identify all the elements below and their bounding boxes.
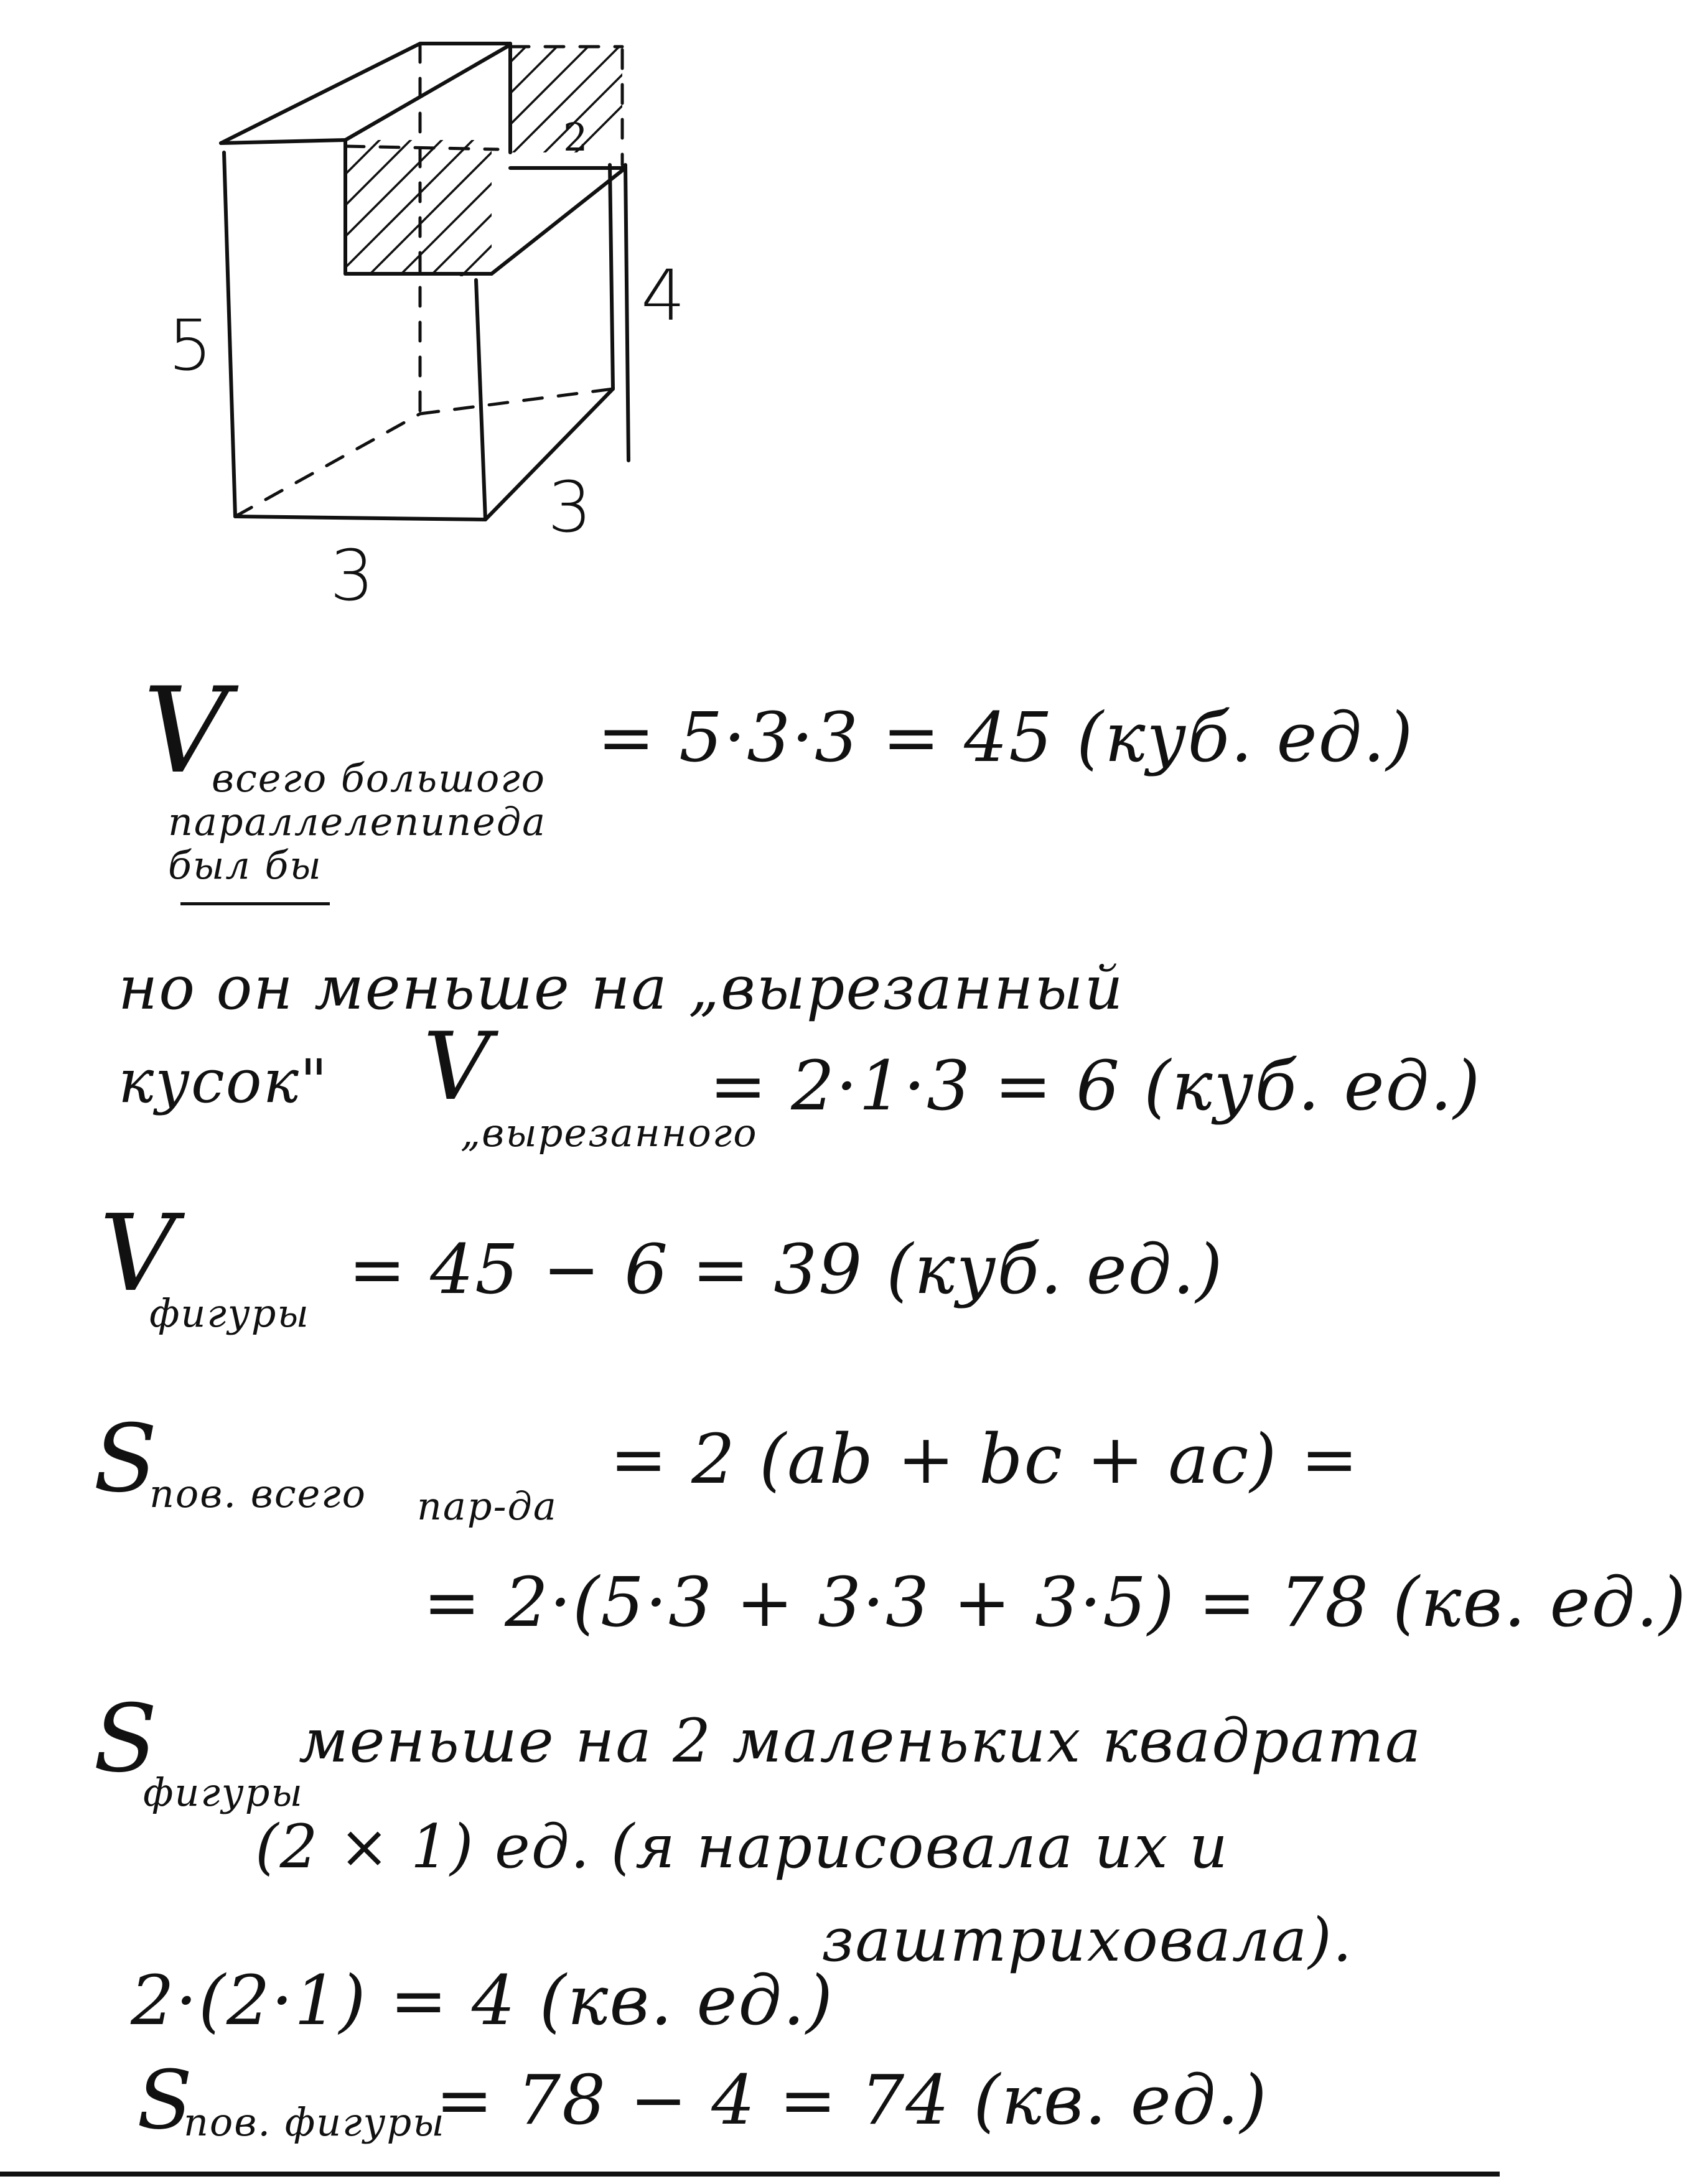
s-figure-text-line-1: меньше на 2 маленьких квадрата (299, 1706, 1423, 1776)
cut-text-line-1: но он меньше на „вырезанный (118, 953, 1124, 1023)
label-height-right: 4 (641, 256, 687, 337)
v-figure-expression: = 45 − 6 = 39 (куб. ед.) (348, 1230, 1224, 1309)
label-width-front: 3 (330, 536, 376, 617)
s-total-subscript-1: пов. всего (149, 1471, 367, 1516)
v-total-symbol: V (143, 662, 230, 800)
label-cut-depth: 2 (563, 114, 589, 160)
s-total-subscript-2: пар-да (417, 1483, 558, 1529)
v-total-subscript-3: был бы (168, 842, 322, 888)
s-figure-text-line-3: заштриховала). (821, 1905, 1353, 1975)
s-figure-symbol: S (93, 1685, 159, 1793)
s-final-symbol: S (137, 2053, 194, 2147)
label-height-left: 5 (168, 306, 214, 386)
s-final-expression: = 78 − 4 = 74 (кв. ед.) (436, 2060, 1268, 2140)
s-final-subscript: пов. фигуры (184, 2099, 446, 2145)
s-figure-subscript: фигуры (143, 1770, 304, 1815)
cut-parallelepiped-drawing (0, 0, 1500, 622)
cut-text-line-2: кусок" (118, 1047, 329, 1116)
v-total-subscript-2: параллелепипеда (168, 799, 547, 844)
s-total-formula: = 2 (ab + bc + ac) = (610, 1419, 1360, 1499)
v-total-expression: = 5·3·3 = 45 (куб. ед.) (597, 698, 1414, 777)
s-small-squares-expression: 2·(2·1) = 4 (кв. ед.) (131, 1961, 834, 2040)
v-total-subscript-1: всего большого (212, 755, 546, 801)
v-cut-subscript: „вырезанного (460, 1110, 758, 1155)
s-figure-text-line-2: (2 × 1) ед. (я нарисовала их и (255, 1812, 1229, 1882)
s-total-symbol: S (93, 1405, 159, 1513)
label-depth-side: 3 (548, 467, 594, 548)
v-cut-expression: = 2·1·3 = 6 (куб. ед.) (709, 1046, 1482, 1126)
page-bottom-edge (0, 2172, 1500, 2177)
v-figure-subscript: фигуры (149, 1290, 310, 1336)
v-cut-symbol: V (423, 1013, 492, 1121)
s-total-expression: = 2·(5·3 + 3·3 + 3·5) = 78 (кв. ед.) (423, 1562, 1687, 1642)
v-figure-symbol: V (100, 1192, 177, 1315)
v-total-underline (180, 902, 330, 905)
